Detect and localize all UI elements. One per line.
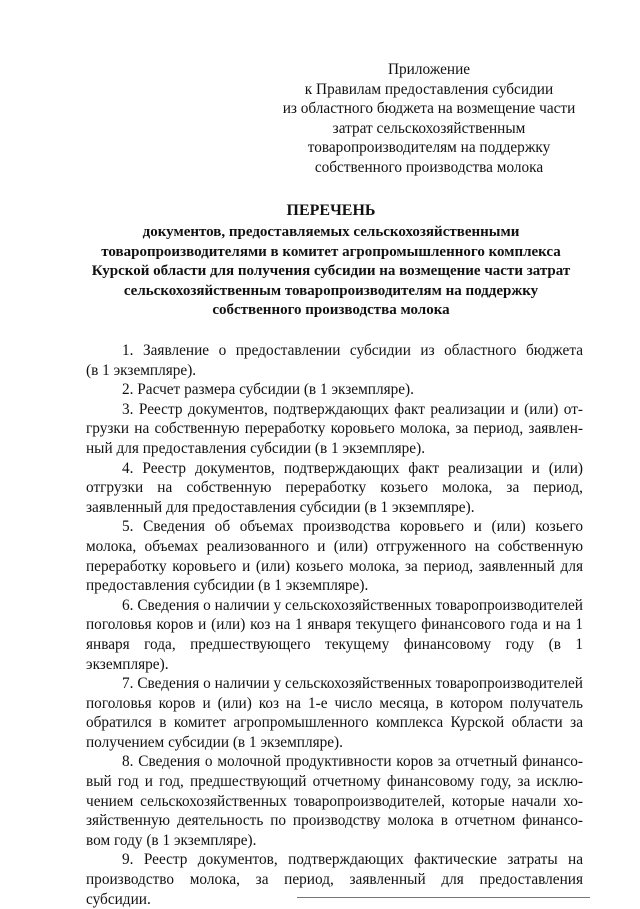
appendix-header: [268, 60, 590, 178]
list-item-line: 6. Сведения о наличии у сельскохозяйственных товаропроизводителей: [122, 596, 583, 614]
list-item-line: 8. Сведения о молочной продуктивности коров за отчетный финансо-: [122, 753, 583, 771]
list-item-line: 7. Сведения о наличии у сельскохозяйственных товаропроизводителей: [122, 675, 583, 693]
list-item-line: молока, объемах реализованного и (или) отгруженного на собственную: [86, 537, 583, 555]
title-heading: ПЕРЕЧЕНЬ: [286, 202, 376, 219]
list-item-line: получением субсидии (в 1 экземпляре).: [86, 733, 343, 751]
title-line: товаропроизводителями в комитет агропромышленного комплекса: [101, 243, 561, 260]
list-item-line: 5. Сведения об объемах производства коровьего и (или) козьего: [122, 518, 583, 536]
list-item: [86, 341, 583, 380]
list-item-line: января года, предшествующего текущему финансовому году (в 1: [86, 635, 583, 653]
list-item-line: 3. Реестр документов, подтверждающих факт реализации и (или) от-: [122, 400, 583, 418]
appendix-line: товаропроизводителям на поддержку: [307, 139, 551, 157]
list-item: [86, 459, 583, 518]
title-line: документов, предоставляемых сельскохозяйственными: [142, 224, 520, 240]
list-item-line: субсидии.: [86, 890, 151, 908]
document-list: [86, 341, 583, 909]
list-item-line: переработку коровьего и (или) козьего молока, за период, заявленный для: [86, 557, 583, 575]
list-item-line: зяйственную деятельность по производству молока в отчетном финансо-: [86, 812, 583, 830]
list-item-line: чением сельскохозяйственных товаропроизводителей, которые начали хо-: [86, 792, 583, 810]
list-item: [86, 850, 583, 909]
list-item-line: вом году (в 1 экземпляре).: [86, 831, 257, 849]
title-line: собственного производства молока: [212, 302, 450, 319]
list-item-line: обратился в комитет агропромышленного комплекса Курской области за: [86, 714, 583, 732]
list-item-line: предоставления субсидии (в 1 экземпляре).: [86, 577, 369, 595]
list-item: [86, 596, 583, 674]
list-item-line: (в 1 экземпляре).: [86, 361, 197, 379]
title-line: сельскохозяйственным товаропроизводителям на поддержку: [123, 282, 539, 299]
list-item-line: 9. Реестр документов, подтверждающих фактические затраты на: [122, 851, 583, 869]
list-item: [86, 380, 583, 400]
list-item-line: отгрузки на собственную переработку козьего молока, за период,: [86, 479, 583, 497]
appendix-line: из областного бюджета на возмещение части: [282, 100, 576, 118]
appendix-line: собственного производства молока: [314, 158, 544, 176]
list-item: [86, 400, 583, 459]
list-item: [86, 517, 583, 595]
title-line: Курской области для получения субсидии на возмещение части затрат: [91, 263, 571, 280]
appendix-line: Приложение: [387, 61, 471, 78]
appendix-line: к Правилам предоставления субсидии: [304, 80, 554, 98]
document-title: [84, 201, 578, 321]
list-item-line: 2. Расчет размера субсидии (в 1 экземпляре).: [122, 381, 414, 399]
appendix-line: затрат сельскохозяйственным: [332, 119, 526, 137]
bottom-divider: [297, 897, 590, 898]
list-item-line: экземпляре).: [86, 655, 169, 673]
list-item-line: заявленный для предоставления субсидии (в 1 экземпляре).: [86, 498, 475, 516]
list-item: [86, 674, 583, 752]
list-item-line: грузки на собственную переработку коровьего молока, за период, заявлен-: [86, 420, 583, 438]
list-item-line: 1. Заявление о предоставлении субсидии из областного бюджета: [122, 342, 583, 359]
list-item-line: поголовья коров и (или) коз на 1-е число месяца, в котором получатель: [86, 694, 583, 712]
list-item: [86, 752, 583, 850]
title-subheading: [84, 223, 578, 321]
list-item-line: поголовья коров и (или) коз на 1 января текущего финансового года и на 1: [86, 616, 583, 634]
list-item-line: вый год и год, предшествующий отчетному финансовому году, за исклю-: [86, 773, 583, 791]
list-item-line: производство молока, за период, заявленный для предоставления: [86, 871, 583, 889]
list-item-line: 4. Реестр документов, подтверждающих факт реализации и (или): [122, 459, 583, 477]
list-item-line: ный для предоставления субсидии (в 1 экземпляре).: [86, 439, 426, 457]
